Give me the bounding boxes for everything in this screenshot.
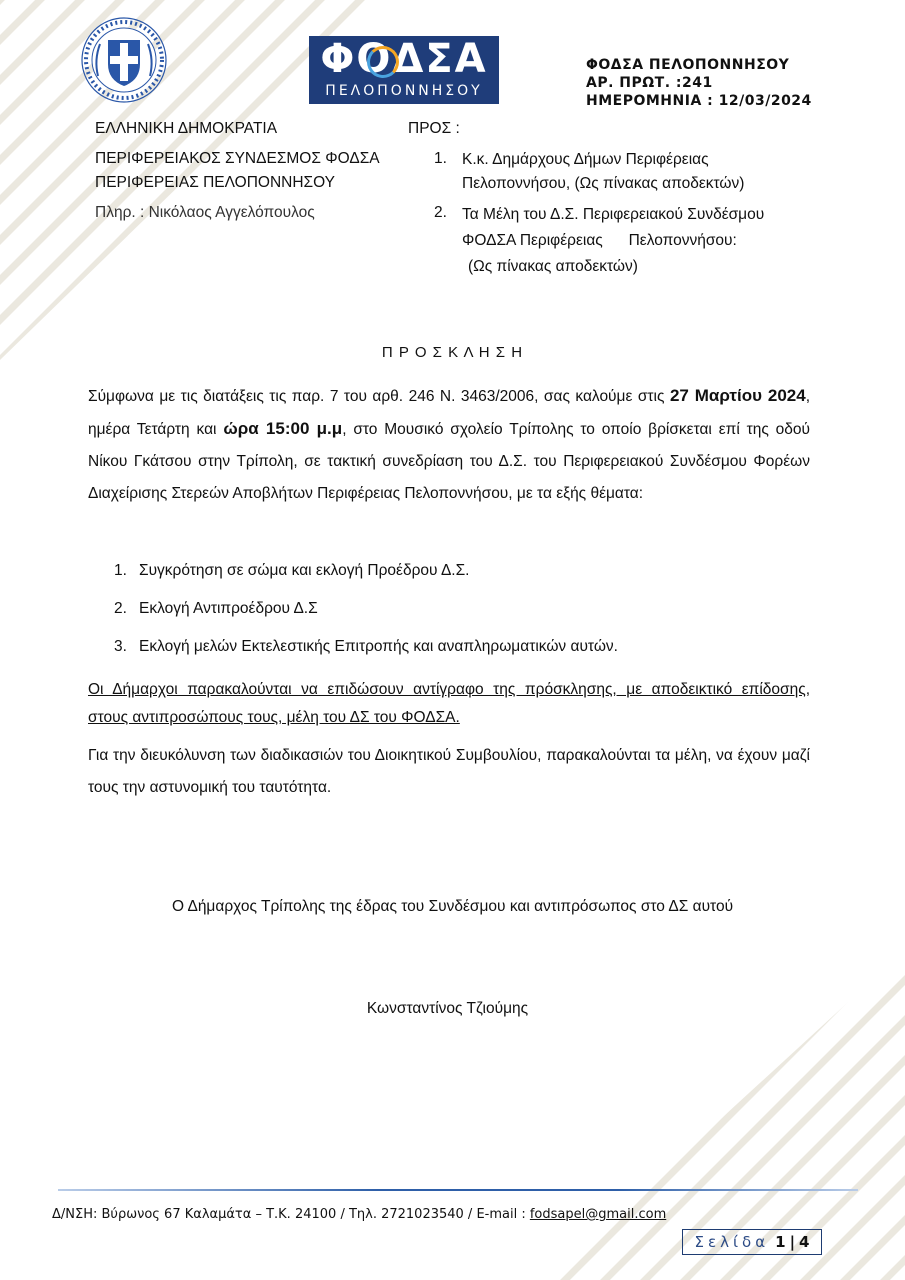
agenda-item [114, 552, 618, 590]
document-title: Π Ρ Ο Σ Κ Λ Η Σ Η [381, 344, 524, 361]
meeting-date: 27 Μαρτίου 2024 [669, 386, 806, 405]
id-notice-paragraph: Για την διευκόλυνση των διαδικασιών του Διοικητικού Συμβουλίου, παρακαλούνται τα μέλη, να έχουν μαζί τους την αστυνομική του ταυτότητα. [88, 747, 810, 796]
fodsa-logo [309, 36, 499, 104]
notice-line-1: Οι Δήμαρχοι παρακαλούνται να επιδώσουν αντίγραφο της πρόσκλησης, με αποδεικτικό επίδοσης, [88, 681, 810, 698]
recipient-item [434, 148, 834, 196]
agenda-number: 3. [114, 638, 127, 655]
document-date: ΗΜΕΡΟΜΗΝΙΑ : 12/03/2024 [586, 93, 812, 109]
page-number-box [682, 1229, 822, 1255]
recipient-text: (Ως πίνακας αποδεκτών) [468, 258, 638, 275]
recipient-text: ΦΟΔΣΑ Περιφέρειας Πελοποννήσου: [462, 232, 737, 249]
recipient-text: Πελοποννήσου, (Ως πίνακας αποδεκτών) [462, 175, 745, 192]
agenda-item [114, 628, 618, 666]
agenda-text: Εκλογή μελών Εκτελεστικής Επιτροπής και αναπληρωματικών αυτών. [139, 638, 618, 655]
mayors-notice [88, 676, 810, 732]
recipients-label: ΠΡΟΣ : [408, 120, 460, 137]
page-total: 4 [799, 1233, 810, 1251]
recipient-number: 1. [434, 150, 447, 167]
agenda-text: Εκλογή Αντιπροέδρου Δ.Σ [139, 600, 318, 617]
agenda-number: 2. [114, 600, 127, 617]
page-separator: | [789, 1233, 796, 1251]
sender-info: Πληρ. : Νικόλαος Αγγελόπουλος [95, 204, 315, 221]
sender-line-1: ΕΛΛΗΝΙΚΗ ΔΗΜΟΚΡΑΤΙΑ [95, 120, 278, 137]
recipient-item [434, 202, 834, 280]
sender-line-3: ΠΕΡΙΦΕΡΕΙΑΣ ΠΕΛΟΠΟΝΝΗΣΟΥ [95, 174, 336, 191]
footer-divider [58, 1189, 858, 1191]
invitation-paragraph [88, 380, 810, 510]
agenda-list [114, 552, 618, 666]
paragraph-text: , στο Μουσικό σχολείο Τρίπολης το οποίο βρίσκεται επί της οδού Νίκου Γκάτσου στην Τρίπολη, σε τακτική συνεδρίαση του Δ.Σ. του Περιφερειακού Συνδέσμου Φορέων Διαχείρισης Στερεών Αποβλήτων Περιφέρειας Πελοποννήσου, με τα εξής θέματα: [88, 421, 811, 502]
sender-line-2: ΠΕΡΙΦΕΡΕΙΑΚΟΣ ΣΥΝΔΕΣΜΟΣ ΦΟΔΣΑ [95, 150, 380, 167]
signature-name: Κωνσταντίνος Τζιούμης [366, 1000, 529, 1017]
agenda-number: 1. [114, 562, 127, 579]
protocol-number: ΑΡ. ΠΡΩΤ. :241 [586, 75, 713, 91]
footer-address [52, 1207, 666, 1222]
meeting-time: ώρα 15:00 μ.μ [223, 419, 343, 438]
notice-line-2: στους αντιπροσώπους τους, μέλη του ΔΣ του ΦΟΔΣΑ. [88, 709, 460, 726]
page-label: Σελίδα [694, 1233, 770, 1251]
signature-role: Ο Δήμαρχος Τρίπολης της έδρας του Συνδέσμου και αντιπρόσωπος στο ΔΣ αυτού [171, 898, 734, 915]
footer-email-link[interactable]: fodsapel@gmail.com [529, 1207, 667, 1222]
greek-coat-of-arms-seal [80, 16, 168, 104]
recipients-list [434, 148, 834, 280]
footer-address-text: Δ/ΝΣΗ: Βύρωνος 67 Καλαμάτα – Τ.Κ. 24100 / Τηλ. 2721023540 / E-mail : [52, 1207, 530, 1222]
paragraph-text: , ημέρα Τετάρτη και [88, 388, 811, 438]
logo-orange-accent [367, 46, 399, 78]
recipient-text: Τα Μέλη του Δ.Σ. Περιφερειακού Συνδέσμου [462, 206, 765, 223]
logo-main-text: ΦΟΔΣΑ [320, 36, 488, 82]
recipient-number: 2. [434, 204, 447, 221]
agenda-item [114, 590, 618, 628]
page-current: 1 [775, 1233, 786, 1251]
recipient-text: Κ.κ. Δημάρχους Δήμων Περιφέρειας [462, 151, 709, 168]
logo-sub-text: ΠΕΛΟΠΟΝΝΗΣΟΥ [325, 83, 483, 99]
paragraph-text: Σύμφωνα με τις διατάξεις τις παρ. 7 του αρθ. 246 Ν. 3463/2006, σας καλούμε στις [88, 388, 670, 405]
org-short-name: ΦΟΔΣΑ ΠΕΛΟΠΟΝΝΗΣΟΥ [586, 57, 790, 73]
agenda-text: Συγκρότηση σε σώμα και εκλογή Προέδρου Δ.Σ. [139, 562, 470, 579]
